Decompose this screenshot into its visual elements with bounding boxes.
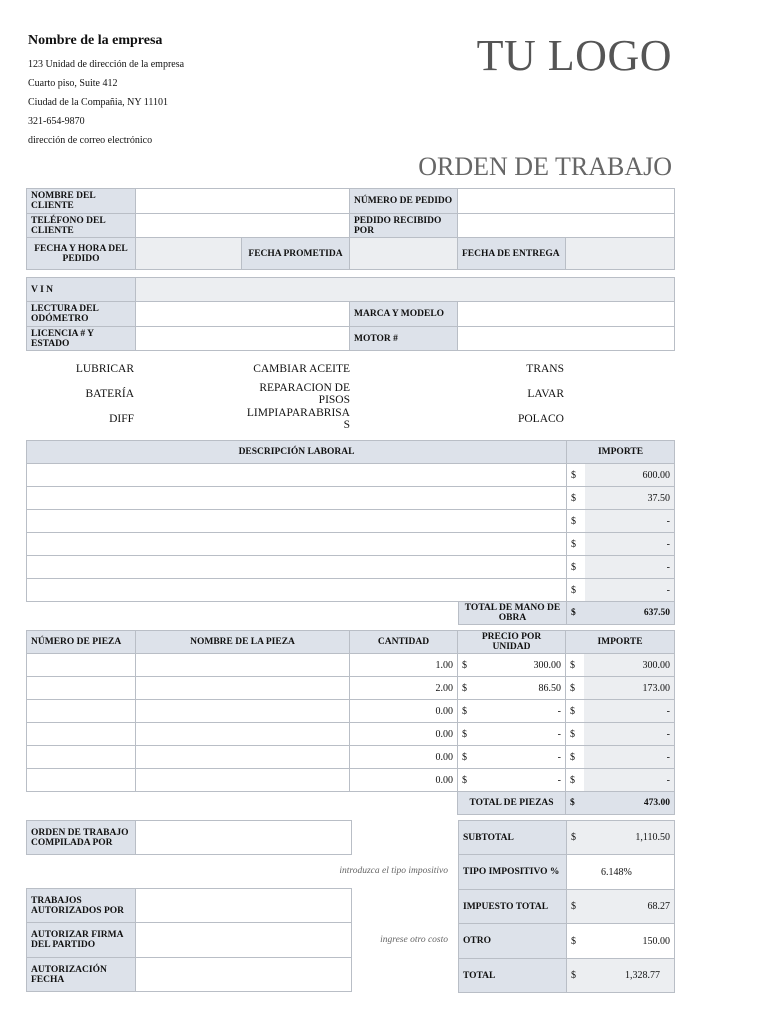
unit-price-cell[interactable]: - — [474, 700, 566, 723]
currency-symbol: $ — [567, 821, 585, 855]
part-number-cell[interactable] — [27, 769, 136, 792]
tax-rate-value[interactable]: 6.148% — [567, 855, 675, 890]
service-limpiaparabrisas: LIMPIAPARABRISAS — [246, 407, 350, 431]
vehicle-info-table — [26, 277, 675, 351]
authorization-date-label: AUTORIZACIÓN FECHA — [27, 958, 136, 992]
service-diff: DIFF — [109, 413, 134, 425]
delivery-date-field[interactable] — [566, 238, 675, 270]
part-number-cell[interactable] — [27, 700, 136, 723]
compiled-by-label: ORDEN DE TRABAJO COMPILADA POR — [27, 821, 136, 855]
other-value[interactable]: 150.00 — [585, 924, 675, 959]
part-number-cell[interactable] — [27, 654, 136, 677]
part-number-cell[interactable] — [27, 723, 136, 746]
vin-label: V I N — [27, 278, 136, 302]
tax-rate-label: TIPO IMPOSITIVO % — [459, 855, 567, 890]
labor-description-header: DESCRIPCIÓN LABORAL — [27, 441, 567, 464]
part-amount-header: IMPORTE — [566, 631, 675, 654]
odometer-label: LECTURA DEL ODÓMETRO — [27, 302, 136, 327]
company-email: dirección de correo electrónico — [28, 135, 153, 146]
engine-field[interactable] — [458, 327, 675, 351]
service-reparacion-pisos: REPARACION DE PISOS — [259, 382, 350, 406]
labor-description-cell[interactable] — [27, 556, 567, 579]
subtotal-label: SUBTOTAL — [459, 821, 567, 855]
currency-symbol: $ — [566, 654, 584, 677]
tax-rate-hint: introduzca el tipo impositivo — [339, 866, 448, 876]
currency-symbol: $ — [566, 746, 584, 769]
promised-date-field[interactable] — [350, 238, 458, 270]
other-cost-hint: ingrese otro costo — [380, 935, 448, 945]
company-phone: 321-654-9870 — [28, 116, 85, 127]
unit-price-cell[interactable]: - — [474, 723, 566, 746]
currency-symbol: $ — [567, 579, 585, 602]
labor-amount-cell[interactable]: 37.50 — [585, 487, 675, 510]
labor-amount-cell[interactable]: - — [585, 579, 675, 602]
currency-symbol: $ — [458, 746, 474, 769]
odometer-field[interactable] — [136, 302, 350, 327]
quantity-cell[interactable]: 0.00 — [350, 723, 458, 746]
make-model-field[interactable] — [458, 302, 675, 327]
logo-placeholder: TU LOGO — [476, 31, 672, 80]
currency-symbol: $ — [567, 959, 585, 993]
part-amount-cell: - — [584, 700, 675, 723]
service-lavar: LAVAR — [527, 388, 564, 400]
vin-field[interactable] — [136, 278, 675, 302]
compiled-by-table — [26, 820, 352, 855]
currency-symbol: $ — [567, 924, 585, 959]
received-by-field[interactable] — [458, 214, 675, 238]
quantity-header: CANTIDAD — [350, 631, 458, 654]
part-amount-cell: - — [584, 769, 675, 792]
currency-symbol: $ — [566, 700, 584, 723]
parts-total-value: 473.00 — [584, 792, 675, 815]
other-label: OTRO — [459, 924, 567, 959]
quantity-cell[interactable]: 0.00 — [350, 746, 458, 769]
currency-symbol: $ — [458, 769, 474, 792]
currency-symbol: $ — [567, 487, 585, 510]
received-by-label: PEDIDO RECIBIDO POR — [350, 214, 458, 238]
parts-total-label: TOTAL DE PIEZAS — [458, 792, 566, 815]
company-city: Ciudad de la Compañia, NY 11101 — [28, 97, 168, 108]
customer-phone-label: TELÉFONO DEL CLIENTE — [27, 214, 136, 238]
currency-symbol: $ — [567, 533, 585, 556]
customer-info-table — [26, 188, 675, 270]
order-number-label: NÚMERO DE PEDIDO — [350, 189, 458, 214]
part-number-header: NÚMERO DE PIEZA — [27, 631, 136, 654]
part-name-cell[interactable] — [136, 769, 350, 792]
part-name-cell[interactable] — [136, 677, 350, 700]
currency-symbol: $ — [566, 769, 584, 792]
part-amount-cell: 300.00 — [584, 654, 675, 677]
labor-total-label: TOTAL DE MANO DE OBRA — [459, 602, 567, 625]
labor-table — [26, 440, 675, 625]
labor-amount-cell[interactable]: 600.00 — [585, 464, 675, 487]
part-name-cell[interactable] — [136, 700, 350, 723]
part-amount-cell: 173.00 — [584, 677, 675, 700]
labor-total-value: 637.50 — [585, 602, 675, 625]
currency-symbol: $ — [458, 677, 474, 700]
compiled-by-field[interactable] — [136, 821, 352, 855]
currency-symbol: $ — [458, 700, 474, 723]
labor-amount-cell[interactable]: - — [585, 556, 675, 579]
tax-total-label: IMPUESTO TOTAL — [459, 890, 567, 924]
currency-symbol: $ — [566, 677, 584, 700]
authorized-by-label: TRABAJOS AUTORIZADOS POR — [27, 889, 136, 923]
part-amount-cell: - — [584, 746, 675, 769]
page-title: ORDEN DE TRABAJO — [418, 152, 672, 181]
signature-label: AUTORIZAR FIRMA DEL PARTIDO — [27, 923, 136, 958]
service-cambiar-aceite: CAMBIAR ACEITE — [253, 363, 350, 375]
part-name-cell[interactable] — [136, 746, 350, 769]
summary-table — [458, 820, 675, 993]
company-name: Nombre de la empresa — [28, 33, 163, 48]
license-field[interactable] — [136, 327, 350, 351]
service-bateria: BATERÍA — [85, 388, 134, 400]
unit-price-cell[interactable]: - — [474, 746, 566, 769]
delivery-date-label: FECHA DE ENTREGA — [458, 238, 566, 270]
authorized-by-field[interactable] — [136, 889, 352, 923]
promised-date-label: FECHA PROMETIDA — [242, 238, 350, 270]
part-name-header: NOMBRE DE LA PIEZA — [136, 631, 350, 654]
order-datetime-label: FECHA Y HORA DEL PEDIDO — [27, 238, 136, 270]
currency-symbol: $ — [458, 654, 474, 677]
company-address-line2: Cuarto piso, Suite 412 — [28, 78, 118, 89]
make-model-label: MARCA Y MODELO — [350, 302, 458, 327]
quantity-cell[interactable]: 0.00 — [350, 769, 458, 792]
order-datetime-field[interactable] — [136, 238, 242, 270]
currency-symbol: $ — [458, 723, 474, 746]
currency-symbol: $ — [567, 602, 585, 625]
unit-price-cell[interactable]: 86.50 — [474, 677, 566, 700]
unit-price-cell[interactable]: 300.00 — [474, 654, 566, 677]
currency-symbol: $ — [567, 510, 585, 533]
part-number-cell[interactable] — [27, 746, 136, 769]
currency-symbol: $ — [566, 792, 584, 815]
unit-price-cell[interactable]: - — [474, 769, 566, 792]
quantity-cell[interactable]: 1.00 — [350, 654, 458, 677]
service-lubricar: LUBRICAR — [75, 363, 134, 375]
customer-name-label: NOMBRE DEL CLIENTE — [27, 189, 136, 214]
labor-description-cell[interactable] — [27, 579, 567, 602]
currency-symbol: $ — [566, 723, 584, 746]
authorization-date-field[interactable] — [136, 958, 352, 992]
part-name-cell[interactable] — [136, 723, 350, 746]
labor-amount-cell[interactable]: - — [585, 533, 675, 556]
part-amount-cell: - — [584, 723, 675, 746]
order-number-field[interactable] — [458, 189, 675, 214]
labor-description-cell[interactable] — [27, 533, 567, 556]
currency-symbol: $ — [567, 464, 585, 487]
total-label: TOTAL — [459, 959, 567, 993]
engine-label: MOTOR # — [350, 327, 458, 351]
license-label: LICENCIA # Y ESTADO — [27, 327, 136, 351]
total-value: 1,328.77 — [585, 959, 675, 993]
tax-total-value: 68.27 — [585, 890, 675, 924]
customer-name-field[interactable] — [136, 189, 350, 214]
part-number-cell[interactable] — [27, 677, 136, 700]
quantity-cell[interactable]: 0.00 — [350, 700, 458, 723]
company-address-line1: 123 Unidad de dirección de la empresa — [28, 59, 185, 70]
quantity-cell[interactable]: 2.00 — [350, 677, 458, 700]
service-polaco: POLACO — [517, 413, 564, 425]
unit-price-header: PRECIO POR UNIDAD — [458, 631, 566, 654]
subtotal-value: 1,110.50 — [585, 821, 675, 855]
part-name-cell[interactable] — [136, 654, 350, 677]
labor-amount-header: IMPORTE — [567, 441, 675, 464]
customer-phone-field[interactable] — [136, 214, 350, 238]
service-trans: TRANS — [526, 363, 564, 375]
labor-amount-cell[interactable]: - — [585, 510, 675, 533]
labor-description-cell[interactable] — [27, 487, 567, 510]
labor-description-cell[interactable] — [27, 464, 567, 487]
parts-table — [26, 630, 675, 815]
currency-symbol: $ — [567, 556, 585, 579]
currency-symbol: $ — [567, 890, 585, 924]
labor-description-cell[interactable] — [27, 510, 567, 533]
